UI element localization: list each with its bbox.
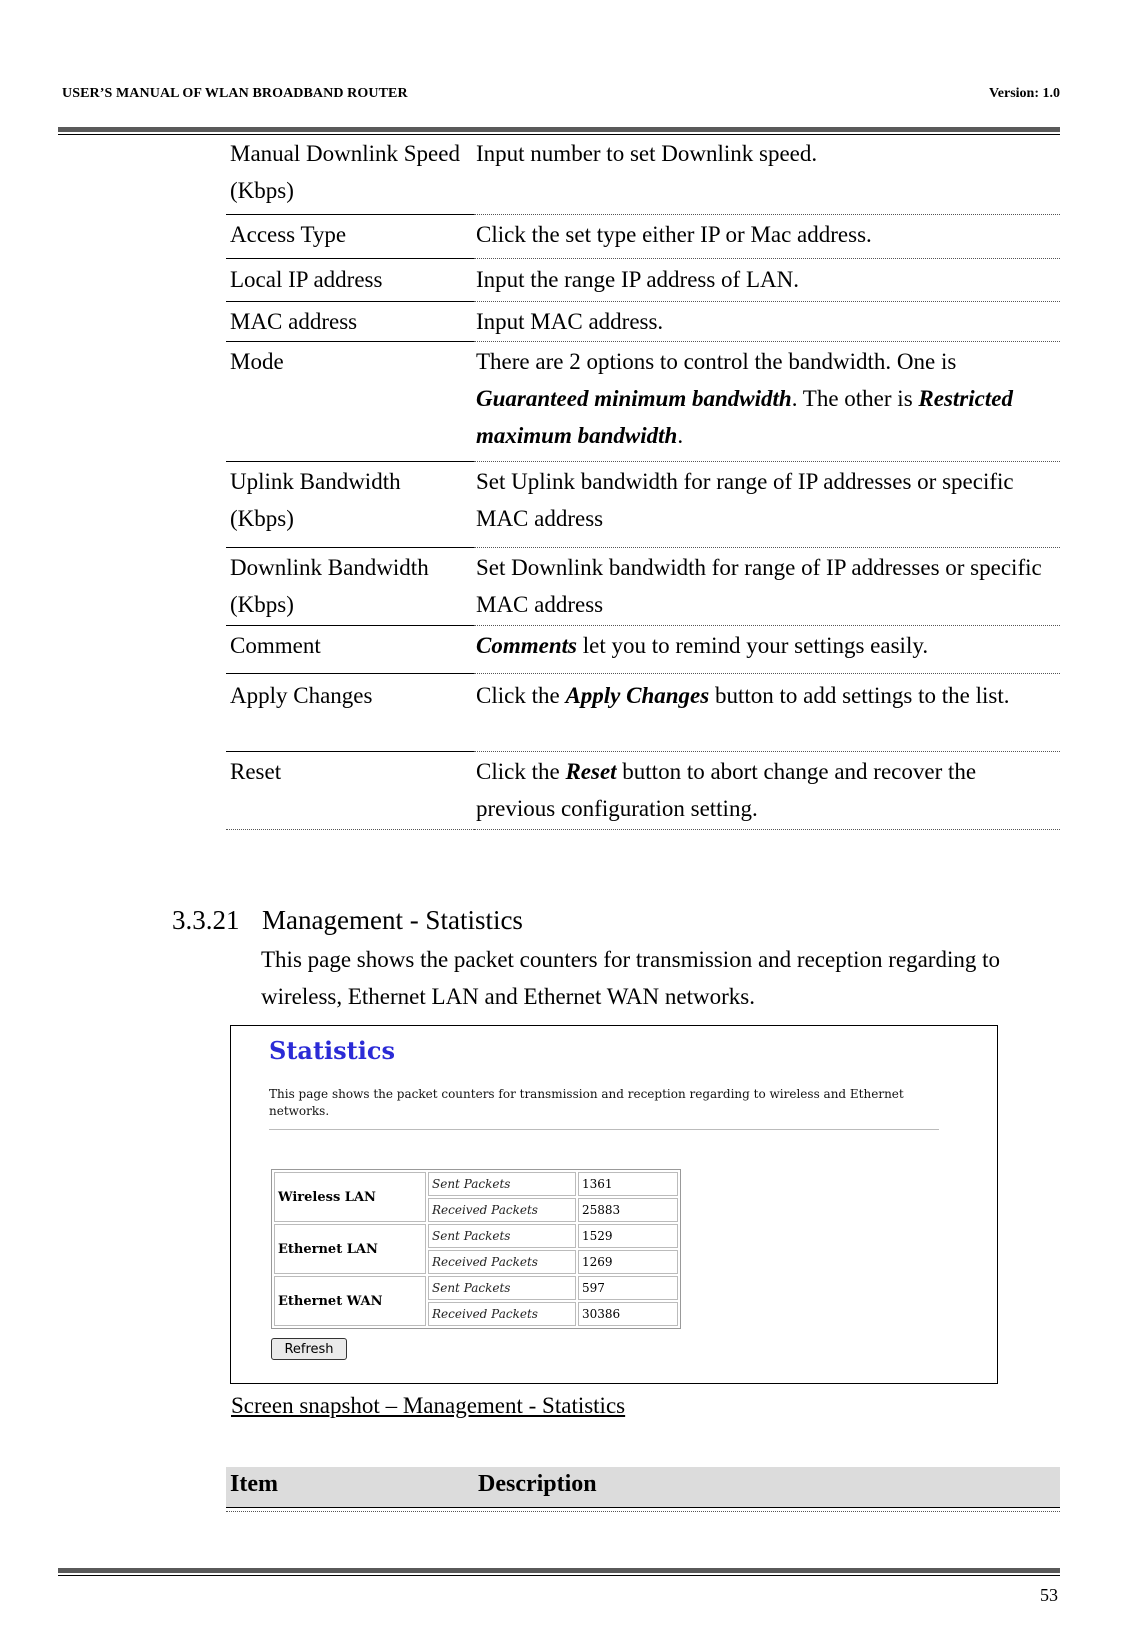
row-desc: Click the set type either IP or Mac address. bbox=[476, 222, 872, 247]
row-item: Local IP address bbox=[230, 267, 383, 292]
statistics-table bbox=[271, 1169, 681, 1329]
table-header-item: Item bbox=[230, 1471, 278, 1497]
row-item: Downlink Bandwidth (Kbps) bbox=[230, 555, 429, 617]
section-number: 3.3.21 bbox=[172, 905, 240, 935]
row-desc: Input number to set Downlink speed. bbox=[476, 141, 818, 166]
desc-text: let you to remind your settings easily. bbox=[576, 633, 929, 658]
row-desc bbox=[476, 677, 1056, 714]
counter-value: 1529 bbox=[578, 1224, 678, 1248]
section-intro: This page shows the packet counters for transmission and reception regarding to wireless, Ethernet LAN and Ethernet WAN networks. bbox=[261, 947, 1000, 1009]
row-desc: Set Uplink bandwidth for range of IP addresses or specific MAC address bbox=[476, 469, 1014, 531]
desc-emphasis: Guaranteed minimum bandwidth bbox=[476, 386, 792, 411]
counter-label: Sent Packets bbox=[428, 1224, 576, 1248]
desc-text: . The other is bbox=[791, 386, 919, 411]
table-row bbox=[274, 1172, 678, 1196]
screenshot-caption: Screen snapshot – Management - Statistics bbox=[231, 1393, 626, 1418]
row-item: MAC address bbox=[230, 309, 358, 334]
table-header-rule bbox=[226, 1507, 1060, 1508]
counter-value: 597 bbox=[578, 1276, 678, 1300]
counter-label: Sent Packets bbox=[428, 1172, 576, 1196]
page-number: 53 bbox=[1040, 1585, 1058, 1605]
statistics-screenshot bbox=[230, 1025, 998, 1384]
desc-text: . bbox=[677, 423, 684, 448]
desc-text: button to add settings to the list. bbox=[709, 683, 1010, 708]
table-header-rule-dotted bbox=[226, 1511, 1060, 1512]
footer-rule bbox=[58, 1568, 1060, 1573]
refresh-button[interactable]: Refresh bbox=[271, 1338, 347, 1360]
row-item: Access Type bbox=[230, 222, 347, 247]
counter-label: Received Packets bbox=[428, 1250, 576, 1274]
counter-value: 1361 bbox=[578, 1172, 678, 1196]
counter-label: Sent Packets bbox=[428, 1276, 576, 1300]
row-item: Uplink Bandwidth (Kbps) bbox=[230, 469, 401, 531]
statistics-description: This page shows the packet counters for transmission and reception regarding to wireless and Ethernet networks. bbox=[269, 1087, 904, 1118]
divider bbox=[269, 1129, 939, 1130]
counter-value: 30386 bbox=[578, 1302, 678, 1326]
row-desc: Set Downlink bandwidth for range of IP addresses or specific MAC address bbox=[476, 555, 1042, 617]
desc-text: There are 2 options to control the bandwidth. One is bbox=[476, 349, 957, 374]
desc-emphasis: Reset bbox=[565, 759, 617, 784]
desc-emphasis: Comments bbox=[476, 633, 577, 658]
header-version: Version: 1.0 bbox=[988, 86, 1060, 101]
header-rule bbox=[58, 127, 1060, 132]
desc-emphasis: Apply Changes bbox=[565, 683, 710, 708]
table-header-description: Description bbox=[478, 1471, 597, 1497]
footer-rule-thin bbox=[58, 1575, 1060, 1576]
row-item: Reset bbox=[230, 759, 282, 784]
desc-text: button to abort change and recover the previous configuration setting. bbox=[476, 759, 977, 821]
desc-emphasis: Restricted maximum bandwidth bbox=[476, 386, 1013, 448]
row-item: Mode bbox=[230, 349, 284, 374]
counter-label: Received Packets bbox=[428, 1302, 576, 1326]
row-desc bbox=[476, 343, 1056, 454]
row-item: Apply Changes bbox=[230, 683, 373, 708]
row-desc bbox=[476, 753, 1056, 827]
group-label: Ethernet WAN bbox=[274, 1276, 426, 1326]
row-item: Comment bbox=[230, 633, 321, 658]
row-desc: Input the range IP address of LAN. bbox=[476, 267, 799, 292]
table-header-bar bbox=[226, 1467, 1060, 1507]
counter-value: 1269 bbox=[578, 1250, 678, 1274]
group-label: Ethernet LAN bbox=[274, 1224, 426, 1274]
row-item: Manual Downlink Speed (Kbps) bbox=[230, 141, 460, 203]
table-row bbox=[274, 1224, 678, 1248]
row-desc: Input MAC address. bbox=[476, 309, 664, 334]
desc-text: Click the bbox=[476, 759, 566, 784]
desc-text: Click the bbox=[476, 683, 566, 708]
counter-value: 25883 bbox=[578, 1198, 678, 1222]
table-row bbox=[274, 1276, 678, 1300]
statistics-title: Statistics bbox=[269, 1036, 396, 1065]
header-manual-title: USER’S MANUAL OF WLAN BROADBAND ROUTER bbox=[62, 86, 408, 101]
row-desc bbox=[476, 627, 1056, 664]
group-label: Wireless LAN bbox=[274, 1172, 426, 1222]
section-title: Management - Statistics bbox=[262, 905, 523, 935]
counter-label: Received Packets bbox=[428, 1198, 576, 1222]
